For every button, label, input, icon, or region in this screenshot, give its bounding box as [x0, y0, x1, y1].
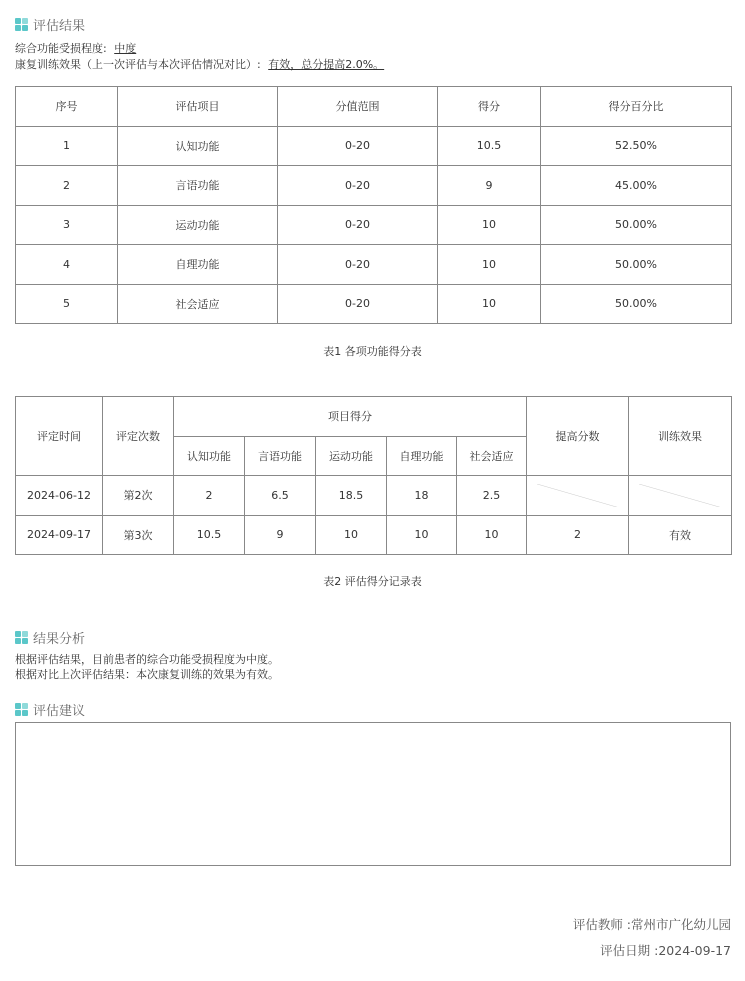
cell: 0-20: [278, 245, 438, 285]
analysis-line-1: 根据评估结果，目前患者的综合功能受损程度为中度。: [15, 653, 279, 666]
advice-section-heading: [15, 700, 85, 719]
effect-label: 康复训练效果（上一次评估与本次评估情况对比）:: [15, 58, 261, 71]
cell-date: 2024-09-17: [16, 515, 103, 555]
col-header-date: 评定时间: [16, 397, 103, 476]
table-header-row: [16, 397, 732, 437]
cell: 1: [16, 126, 118, 166]
table-row: [16, 205, 732, 245]
table1-caption: 表1 各项功能得分表: [323, 345, 422, 358]
cell: 52.50%: [541, 126, 732, 166]
cell: 0-20: [278, 166, 438, 206]
advice-text-box[interactable]: [15, 722, 731, 866]
col-header: 得分百分比: [541, 87, 732, 127]
analysis-line-2: 根据对比上次评估结果：本次康复训练的效果为有效。: [15, 668, 279, 681]
severity-line: [15, 40, 136, 56]
cell: 45.00%: [541, 166, 732, 206]
cell: 18: [387, 476, 457, 516]
function-score-table: [15, 86, 732, 324]
cell: 50.00%: [541, 284, 732, 324]
effect-line: [15, 56, 384, 72]
col-header: 评估项目: [118, 87, 278, 127]
grid-icon: [15, 703, 28, 716]
advice-heading-text: 评估建议: [33, 704, 86, 719]
col-header: 分值范围: [278, 87, 438, 127]
cell: 自理功能: [118, 245, 278, 285]
score-record-table: [15, 396, 732, 555]
table-row: [16, 515, 732, 555]
cell: 认知功能: [118, 126, 278, 166]
table-row: [16, 245, 732, 285]
cell: 18.5: [316, 476, 387, 516]
sub-header: 认知功能: [174, 436, 245, 476]
table-header-row: [16, 87, 732, 127]
cell: 社会适应: [118, 284, 278, 324]
cell: 2: [174, 476, 245, 516]
cell-improve: 2: [527, 515, 629, 555]
sub-header: 言语功能: [245, 436, 316, 476]
cell: 6.5: [245, 476, 316, 516]
severity-label: 综合功能受损程度:: [15, 42, 107, 55]
cell: 运动功能: [118, 205, 278, 245]
cell-effect-empty: [629, 476, 732, 516]
cell: 10: [387, 515, 457, 555]
cell-count: 第2次: [103, 476, 174, 516]
cell-effect: 有效: [629, 515, 732, 555]
cell: 0-20: [278, 205, 438, 245]
table2-caption: 表2 评估得分记录表: [323, 575, 422, 588]
severity-value: 中度: [114, 42, 137, 55]
cell: 0-20: [278, 284, 438, 324]
cell: 2.5: [457, 476, 527, 516]
cell: 10: [438, 245, 541, 285]
cell: 10.5: [438, 126, 541, 166]
cell: 9: [438, 166, 541, 206]
col-header-count: 评定次数: [103, 397, 174, 476]
cell: 10: [316, 515, 387, 555]
col-header: 得分: [438, 87, 541, 127]
cell: 10.5: [174, 515, 245, 555]
cell: 10: [438, 284, 541, 324]
cell: 4: [16, 245, 118, 285]
cell: 9: [245, 515, 316, 555]
result-section-heading: [15, 15, 85, 34]
sub-header: 运动功能: [316, 436, 387, 476]
cell-improve-empty: [527, 476, 629, 516]
date-line: 评估日期 :2024-09-17: [600, 943, 731, 958]
col-header: 序号: [16, 87, 118, 127]
teacher-line: 评估教师 :常州市广化幼儿园: [572, 917, 731, 932]
cell-count: 第3次: [103, 515, 174, 555]
cell: 2: [16, 166, 118, 206]
table-row: [16, 126, 732, 166]
cell: 言语功能: [118, 166, 278, 206]
col-header-effect: 训练效果: [629, 397, 732, 476]
cell: 0-20: [278, 126, 438, 166]
col-header-scores: 项目得分: [174, 397, 527, 437]
grid-icon: [15, 631, 28, 644]
cell: 5: [16, 284, 118, 324]
sub-header: 社会适应: [457, 436, 527, 476]
effect-value: 有效，总分提高2.0%。: [268, 58, 385, 71]
cell: 3: [16, 205, 118, 245]
sub-header: 自理功能: [387, 436, 457, 476]
grid-icon: [15, 18, 28, 31]
table-row: [16, 476, 732, 516]
cell: 10: [457, 515, 527, 555]
cell: 50.00%: [541, 245, 732, 285]
analysis-section-heading: [15, 628, 85, 647]
cell-date: 2024-06-12: [16, 476, 103, 516]
analysis-heading-text: 结果分析: [33, 632, 86, 647]
result-heading-text: 评估结果: [33, 19, 86, 34]
col-header-improve: 提高分数: [527, 397, 629, 476]
table-row: [16, 284, 732, 324]
table-row: [16, 166, 732, 206]
cell: 50.00%: [541, 205, 732, 245]
cell: 10: [438, 205, 541, 245]
